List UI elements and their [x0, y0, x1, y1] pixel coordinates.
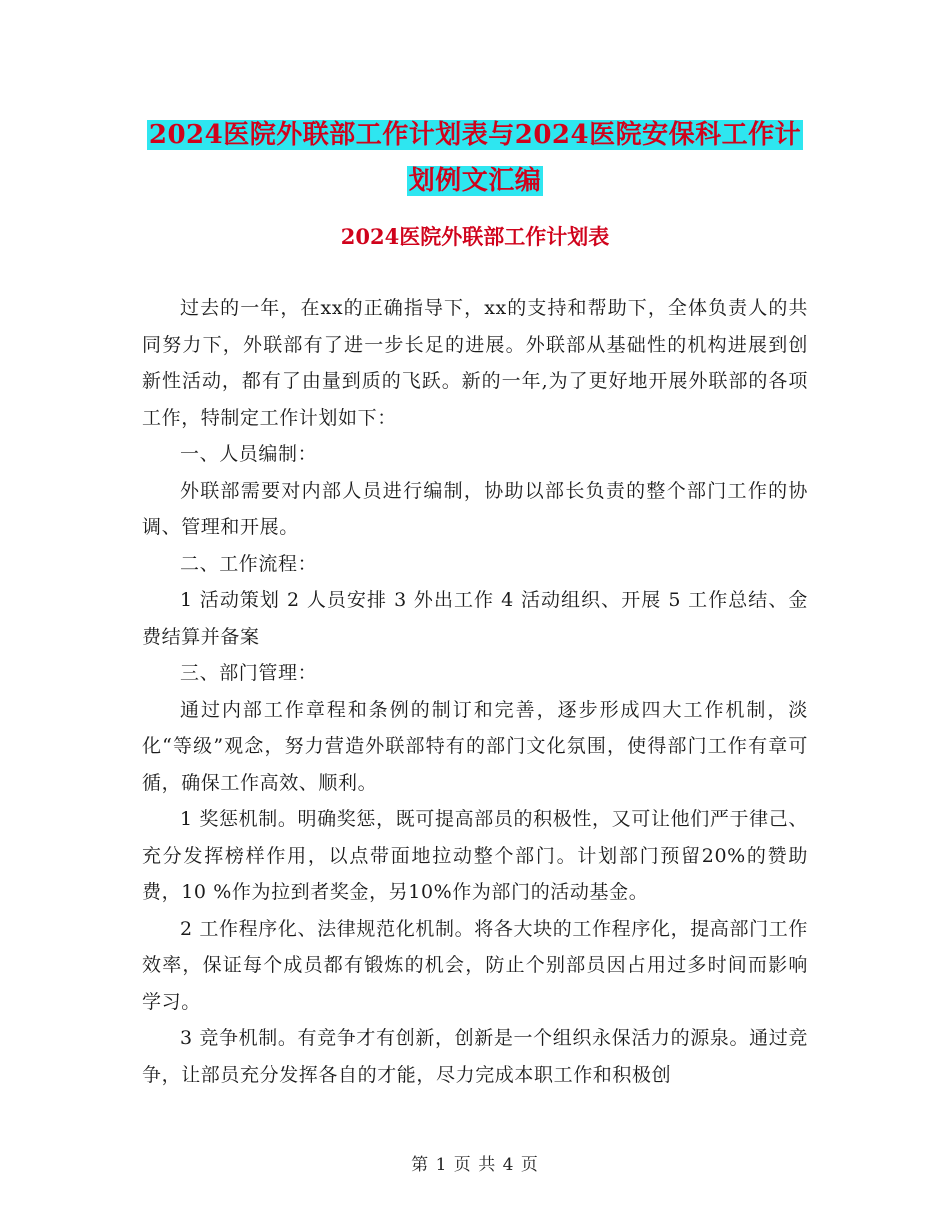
- document-title-line-1: 2024医院外联部工作计划表与2024医院安保科工作计: [148, 120, 802, 150]
- document-body: [142, 290, 808, 1093]
- paragraph-management: 通过内部工作章程和条例的制订和完善，逐步形成四大工作机制，淡化“等级”观念，努力营造外联部特有的部门文化氛围，使得部门工作有章可循，确保工作高效、顺利。: [142, 698, 808, 794]
- paragraph-staffing: 外联部需要对内部人员进行编制，协助以部长负责的整个部门工作的协调、管理和开展。: [142, 479, 808, 538]
- heading-staffing: 一、人员编制：: [180, 443, 318, 465]
- paragraph-procedure-mechanism: 2 工作程序化、法律规范化机制。将各大块的工作程序化，提高部门工作效率，保证每个成员都有锻炼的机会，防止个别部员因占用过多时间而影响学习。: [142, 917, 808, 1013]
- heading-management: 三、部门管理：: [180, 662, 318, 684]
- document-title: [140, 112, 810, 204]
- document-title-line-2: 划例文汇编: [408, 166, 542, 196]
- paragraph-intro: 过去的一年，在xx的正确指导下，xx的支持和帮助下，全体负责人的共同努力下，外联部有了进一步长足的进展。外联部从基础性的机构进展到创新性活动，都有了由量到质的飞跃。新的一年,为了更好地开展外联部的各项工作，特制定工作计划如下：: [142, 297, 808, 429]
- paragraph-competition-mechanism: 3 竞争机制。有竞争才有创新，创新是一个组织永保活力的源泉。通过竞争，让部员充分发挥各自的才能，尽力完成本职工作和积极创: [142, 1027, 808, 1086]
- heading-workflow: 二、工作流程：: [180, 552, 318, 575]
- paragraph-workflow: 1 活动策划 2 人员安排 3 外出工作 4 活动组织、开展 5 工作总结、金费结算并备案: [142, 589, 808, 648]
- paragraph-reward-mechanism: 1 奖惩机制。明确奖惩，既可提高部员的积极性，又可让他们严于律己、充分发挥榜样作用，以点带面地拉动整个部门。计划部门预留20%的赞助费，10 %作为拉到者奖金，另10%作为部门的活动基金。: [142, 808, 808, 903]
- section-title: 2024医院外联部工作计划表: [340, 224, 610, 249]
- page-footer: 第 1 页 共 4 页: [411, 1155, 539, 1175]
